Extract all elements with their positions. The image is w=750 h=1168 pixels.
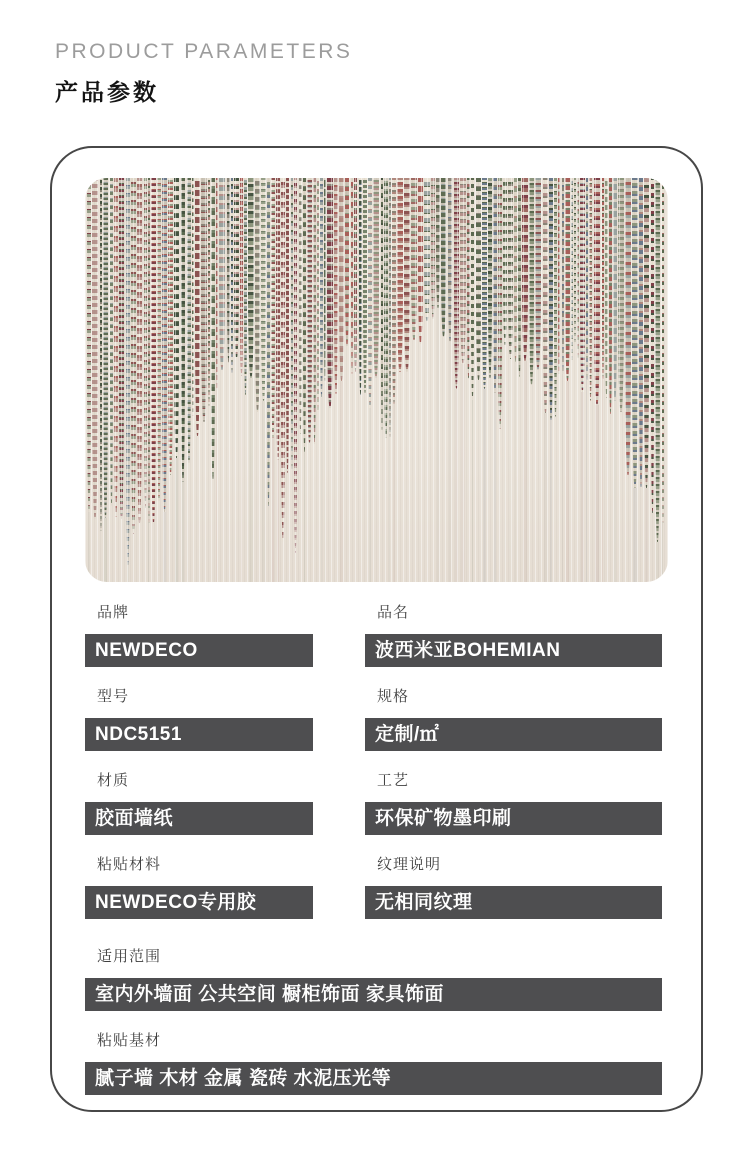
wallpaper-stripe-ghost [249, 378, 253, 582]
parameter-label: 工艺 [377, 772, 410, 789]
wallpaper-stripe [580, 178, 585, 392]
wallpaper-stripe-ghost [88, 512, 90, 582]
wallpaper-stripe-ghost [662, 523, 663, 582]
wallpaper-stripe [577, 178, 579, 358]
wallpaper-stripe [529, 178, 534, 385]
parameter-label: 型号 [97, 688, 130, 705]
wallpaper-stripe [219, 178, 225, 370]
wallpaper-stripe-ghost [317, 412, 318, 582]
wallpaper-stripe-ghost [571, 360, 572, 582]
parameters-card [50, 146, 703, 1112]
parameters-grid [85, 605, 668, 941]
wallpaper-stripe [651, 178, 654, 514]
wallpaper-stripe-ghost [175, 458, 178, 582]
wallpaper-stripe [448, 178, 452, 342]
wallpaper-stripe-ghost [393, 404, 395, 582]
wallpaper-stripe [119, 178, 124, 519]
wallpaper-stripe [359, 178, 362, 395]
wallpaper-stripe [411, 178, 417, 340]
parameter-field [365, 773, 662, 835]
wallpaper-stripe [549, 178, 553, 420]
parameter-field [85, 773, 313, 835]
parameter-field [365, 857, 662, 919]
wallpaper-stripe [92, 178, 98, 519]
wallpaper-stripe [148, 178, 150, 523]
wallpaper-stripe-ghost [196, 436, 199, 582]
wallpaper-stripe [460, 178, 466, 364]
parameter-value-bar: 定制/㎡ [365, 718, 662, 751]
wallpaper-stripe [373, 178, 379, 378]
wallpaper-stripe-ghost [132, 534, 135, 582]
wallpaper-stripe-ghost [277, 460, 279, 582]
parameter-label: 纹理说明 [377, 856, 442, 873]
wallpaper-stripe [303, 178, 306, 452]
wallpaper-stripe [602, 178, 604, 379]
wallpaper-stripe [586, 178, 588, 380]
wallpaper-stripe-ghost [216, 390, 217, 582]
wallpaper-stripe [307, 178, 312, 443]
wallpaper-stripe [137, 178, 142, 524]
parameter-field [365, 689, 662, 751]
wallpaper-stripe [514, 178, 517, 362]
wallpaper-stripe [201, 178, 207, 422]
wallpaper-stripe [261, 178, 266, 401]
section-title-zh: 产品参数 [55, 79, 159, 105]
wallpaper-stripe [168, 178, 173, 475]
wallpaper-stripe-ghost [324, 381, 325, 582]
wallpaper-stripe-ghost [104, 518, 107, 582]
wallpaper-stripe [320, 178, 323, 398]
wallpaper-stripe-ghost [472, 400, 473, 582]
wallpaper-stripe [227, 178, 230, 363]
wallpaper-stripe [234, 178, 239, 359]
wallpaper-stripe-ghost [562, 374, 563, 582]
wallpaper-stripe [436, 178, 440, 308]
wallpaper-stripe [131, 178, 136, 534]
wallpaper-stripe [267, 178, 270, 506]
wallpaper-stripe [508, 178, 513, 359]
wallpaper-stripe [571, 178, 573, 360]
wallpaper-stripe-ghost [449, 342, 451, 582]
page-header [55, 40, 352, 107]
wallpaper-stripe [574, 178, 576, 344]
parameter-label: 粘贴材料 [97, 856, 162, 873]
parameter-value-bar: 环保矿物墨印刷 [365, 802, 662, 835]
wallpaper-stripe [418, 178, 423, 344]
wallpaper-stripe-ghost [656, 542, 659, 582]
wallpaper-stripe [162, 178, 167, 512]
wallpaper-stripe [605, 178, 608, 398]
wallpaper-stripe [244, 178, 247, 395]
wallpaper-stripe-ghost [602, 379, 603, 582]
wallpaper-stripe [327, 178, 333, 408]
wallpaper-stripe-ghost [581, 392, 584, 582]
wallpaper-stripe [397, 178, 403, 372]
wallpaper-stripe-ghost [272, 438, 274, 582]
parameter-label: 材质 [97, 772, 130, 789]
parameter-value-bar: NDC5151 [85, 718, 313, 751]
wallpaper-stripe [345, 178, 349, 346]
parameter-field [85, 949, 662, 1011]
wallpaper-stripe [368, 178, 372, 408]
wallpaper-stripe [471, 178, 474, 400]
wallpaper-stripe [655, 178, 660, 542]
wallpaper-stripe [324, 178, 326, 381]
wallpaper-stripe [384, 178, 388, 438]
wallpaper-stripe-ghost [494, 393, 496, 582]
wallpaper-stripe-ghost [389, 437, 390, 582]
wallpaper-stripe-ghost [369, 408, 371, 582]
wallpaper-stripe-ghost [241, 376, 242, 582]
parameter-field [85, 689, 313, 751]
wallpaper-stripe [299, 178, 302, 434]
wallpaper-stripe-ghost [633, 488, 637, 582]
wallpaper-stripe [618, 178, 624, 412]
parameter-field [85, 857, 313, 919]
wallpaper-stripe [87, 178, 91, 512]
wallpaper-stripe-ghost [127, 566, 129, 582]
parameter-label: 品牌 [97, 604, 130, 621]
wallpaper-stripe [286, 178, 289, 473]
wallpaper-stripe [208, 178, 210, 406]
wallpaper-stripe [271, 178, 275, 438]
wallpaper-stripe [381, 178, 383, 430]
wallpaper-stripe-ghost [437, 308, 439, 582]
wallpaper-stripe [482, 178, 487, 389]
parameter-label: 适用范围 [97, 948, 162, 965]
parameter-label: 规格 [377, 688, 410, 705]
wallpaper-stripe-ghost [461, 364, 465, 582]
wallpaper-stripe [157, 178, 161, 501]
wallpaper-stripe [255, 178, 260, 412]
wallpaper-stripe [644, 178, 649, 488]
parameter-value-bar: 室内外墙面 公共空间 橱柜饰面 家具饰面 [85, 978, 662, 1011]
wallpaper-stripe [192, 178, 194, 416]
parameter-field [85, 1033, 662, 1095]
wallpaper-stripe-ghost [566, 381, 569, 582]
parameter-value-bar: 无相同纹理 [365, 886, 662, 919]
wallpaper-stripe [339, 178, 344, 381]
parameters-full-width [85, 949, 662, 1095]
wallpaper-stripe [639, 178, 643, 487]
wallpaper-stripe [441, 178, 446, 337]
wallpaper-stripe-ghost [595, 405, 599, 582]
parameter-label: 品名 [377, 604, 410, 621]
wallpaper-stripe-ghost [262, 401, 265, 582]
wallpaper-stripe [248, 178, 254, 378]
wallpaper-stripe [662, 178, 664, 523]
wallpaper-stripe [174, 178, 179, 458]
wallpaper-stripe [354, 178, 357, 372]
wallpaper-stripe [281, 178, 285, 542]
wallpaper-stripe [195, 178, 200, 436]
wallpaper-stripe-ghost [645, 488, 648, 582]
wallpaper-stripe [562, 178, 564, 374]
wallpaper-stripe [543, 178, 548, 413]
wallpaper-stripe-ghost [148, 523, 149, 582]
wallpaper-stripe [240, 178, 243, 376]
wallpaper-stripe-ghost [340, 381, 343, 582]
wallpaper-stripe [389, 178, 391, 437]
wallpaper-stripe [231, 178, 233, 373]
wallpaper-stripe [291, 178, 293, 469]
parameter-value-bar: NEWDECO专用胶 [85, 886, 313, 919]
wallpaper-stripe [535, 178, 541, 370]
wallpaper-stripe-ghost [455, 389, 458, 582]
parameter-field [85, 605, 313, 667]
wallpaper-stripe [424, 178, 430, 321]
wallpaper-stripe [181, 178, 185, 482]
wallpaper-stripe [589, 178, 592, 401]
parameter-label: 粘贴基材 [97, 1032, 162, 1049]
wallpaper-stripe [493, 178, 497, 393]
wallpaper-stripe-ghost [586, 380, 587, 582]
parameter-field [365, 605, 662, 667]
wallpaper-stripe [110, 178, 113, 506]
wallpaper-stripe-ghost [606, 398, 607, 582]
wallpaper-stripe [313, 178, 316, 444]
wallpaper-stripe [476, 178, 481, 380]
wallpaper-stripe [144, 178, 147, 508]
wallpaper-stripe [498, 178, 502, 429]
wallpaper-stripe-ghost [321, 398, 322, 582]
wallpaper-stripe [114, 178, 118, 517]
wallpaper-stripe [431, 178, 435, 319]
wallpaper-stripe-ghost [509, 359, 512, 582]
wallpaper-stripe [503, 178, 507, 345]
wallpaper-stripe [609, 178, 612, 414]
wallpaper-stripe [216, 178, 218, 390]
wallpaper-stripe [126, 178, 130, 566]
wallpaper-stripe [294, 178, 297, 553]
wallpaper-stripe-ghost [544, 413, 547, 582]
parameter-value-bar: NEWDECO [85, 634, 313, 667]
wallpaper-stripe [187, 178, 191, 463]
wallpaper-stripe-ghost [523, 361, 527, 582]
wallpaper-stripe [100, 178, 102, 531]
wallpaper-stripe [351, 178, 353, 374]
parameter-value-bar: 胶面墙纸 [85, 802, 313, 835]
wallpaper-stripe [518, 178, 521, 377]
wallpaper-stripe [103, 178, 108, 518]
wallpaper-stripe [488, 178, 492, 378]
wallpaper-stripe [317, 178, 319, 412]
wallpaper-stripe-ghost [304, 452, 305, 582]
wallpaper-stripe-ghost [360, 395, 361, 582]
wallpaper-stripe [625, 178, 631, 475]
wallpaper-stripe-ghost [163, 512, 166, 582]
wallpaper-stripe [211, 178, 215, 479]
wallpaper-stripe [554, 178, 557, 417]
wallpaper-stripe [565, 178, 570, 381]
wallpaper-stripe [613, 178, 617, 401]
parameter-value-bar: 波西米亚BOHEMIAN [365, 634, 662, 667]
wallpaper-stripe [276, 178, 280, 460]
wallpaper-stripe-ghost [550, 420, 552, 582]
wallpaper-stripe-ghost [182, 482, 184, 582]
wallpaper-stripe [334, 178, 338, 394]
wallpaper-stripe [467, 178, 470, 379]
parameter-value-bar: 腻子墙 木材 金属 瓷砖 水泥压光等 [85, 1062, 662, 1095]
wallpaper-stripe [594, 178, 600, 405]
wallpaper-stripe [151, 178, 156, 524]
wallpaper-stripe-ghost [614, 401, 616, 582]
wallpaper-stripe-ghost [515, 362, 516, 582]
wallpaper-stripe [558, 178, 560, 374]
wallpaper-stripe [632, 178, 638, 488]
wallpaper-stripe [454, 178, 459, 389]
section-title-en: PRODUCT PARAMETERS [55, 40, 353, 63]
wallpaper-stripe [404, 178, 410, 372]
wallpaper-stripe-ghost [483, 389, 486, 582]
wallpaper-stripe [363, 178, 367, 393]
wallpaper-stripe-ghost [504, 345, 506, 582]
wallpaper-stripe [522, 178, 528, 361]
wallpaper-stripe [392, 178, 396, 404]
product-image [85, 178, 668, 582]
